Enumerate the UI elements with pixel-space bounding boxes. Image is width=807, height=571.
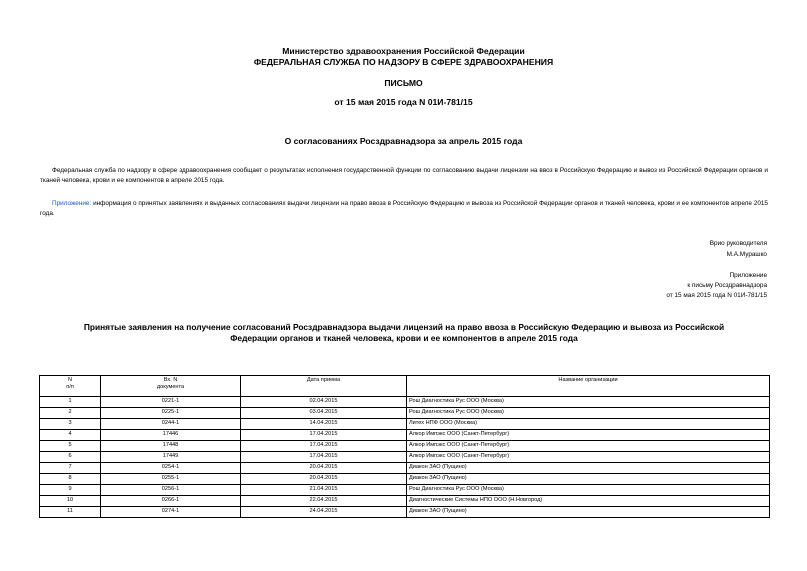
column-header-incoming-number: Вх. N документа (101, 376, 241, 397)
cell-organization: Алкор Импэкс ООО (Санкт-Петербург) (407, 452, 770, 463)
table-row (40, 408, 770, 419)
cell-number: 8 (40, 474, 101, 485)
table-body (40, 397, 770, 518)
cell-date: 20.04.2015 (241, 463, 407, 474)
cell-organization: Рош Диагностика Рус ООО (Москва) (407, 397, 770, 408)
cell-number: 4 (40, 430, 101, 441)
table-row (40, 485, 770, 496)
cell-organization: Алкор Импэкс ООО (Санкт-Петербург) (407, 441, 770, 452)
cell-date: 22.04.2015 (241, 496, 407, 507)
cell-incoming-number: 0254-1 (101, 463, 241, 474)
cell-incoming-number: 0225-1 (101, 408, 241, 419)
cell-number: 9 (40, 485, 101, 496)
table-title-line1: Принятые заявления на получение согласований Росздравнадзора выдачи лицензий на право ввоза в Российскую Федерацию и вывоза из Российской (83, 322, 725, 332)
cell-number: 2 (40, 408, 101, 419)
column-header-number: N п/п (40, 376, 101, 397)
column-header-date: Дата приема (241, 376, 407, 397)
cell-number: 11 (40, 507, 101, 518)
cell-incoming-number: 17448 (101, 441, 241, 452)
cell-date: 03.04.2015 (241, 408, 407, 419)
cell-date: 02.04.2015 (241, 397, 407, 408)
cell-number: 5 (40, 441, 101, 452)
signature-position: Врио руководителя (709, 240, 767, 247)
appendix-note-line2: к письму Росздравнадзора (687, 282, 767, 289)
appendix-note-line1: Приложение (729, 272, 767, 279)
cell-organization: Диагностические Системы НПО ООО (Н.Новгород) (407, 496, 770, 507)
cell-number: 7 (40, 463, 101, 474)
cell-date: 17.04.2015 (241, 452, 407, 463)
table-row (40, 441, 770, 452)
cell-organization: Диакон ЗАО (Пущино) (407, 474, 770, 485)
cell-number: 6 (40, 452, 101, 463)
cell-number: 1 (40, 397, 101, 408)
column-header-organization: Название организации (407, 376, 770, 397)
table-row (40, 474, 770, 485)
cell-incoming-number: 0255-1 (101, 474, 241, 485)
cell-incoming-number: 0266-1 (101, 496, 241, 507)
document-date-number: от 15 мая 2015 года N 01И-781/15 (334, 97, 473, 107)
appendix-note-line3: от 15 мая 2015 года N 01И-781/15 (666, 292, 767, 299)
cell-incoming-number: 0256-1 (101, 485, 241, 496)
table-row (40, 496, 770, 507)
body-paragraph (40, 166, 768, 186)
appendix-paragraph-text: информация о принятых заявлениях и выданных согласованиях выдачи лицензии на право ввоза в Российскую Федерацию и вывоза из Российской Федерации органов и тканей человека, крови и ее компонентов апреле 2015 года. (40, 200, 768, 217)
cell-date: 17.04.2015 (241, 441, 407, 452)
cell-incoming-number: 0244-1 (101, 419, 241, 430)
table-row (40, 430, 770, 441)
document-type: ПИСЬМО (384, 78, 423, 88)
cell-number: 10 (40, 496, 101, 507)
table-row (40, 463, 770, 474)
cell-incoming-number: 17449 (101, 452, 241, 463)
ministry-name: Министерство здравоохранения Российской Федерации (282, 46, 525, 56)
cell-date: 14.04.2015 (241, 419, 407, 430)
table-title-line2: Федерации органов и тканей человека, крови и ее компонентов в апреле 2015 года (230, 333, 578, 343)
table-row (40, 419, 770, 430)
cell-incoming-number: 17446 (101, 430, 241, 441)
cell-organization: Алкор Импэкс ООО (Санкт-Петербург) (407, 430, 770, 441)
table-row (40, 452, 770, 463)
cell-organization: Рош Диагностика Рус ООО (Москва) (407, 408, 770, 419)
cell-organization: Диакон ЗАО (Пущино) (407, 463, 770, 474)
cell-organization: Литех НПФ ООО (Москва) (407, 419, 770, 430)
body-paragraph-text: Федеральная служба по надзору в сфере здравоохранения сообщает о результатах исполнения государственной функции по согласованию выдачи лицензии на ввоз в Российскую Федерацию и вывоз из Российской Федерации органов и тканей человека, крови и ее компонентов в апреле 2015 года. (40, 167, 768, 184)
table-row (40, 397, 770, 408)
cell-incoming-number: 0221-1 (101, 397, 241, 408)
appendix-paragraph (40, 199, 768, 219)
signature-name: М.А.Мурашко (726, 251, 767, 258)
cell-organization: Диакон ЗАО (Пущино) (407, 507, 770, 518)
cell-organization: Рош Диагностика Рус ООО (Москва) (407, 485, 770, 496)
table-row (40, 507, 770, 518)
applications-table (39, 375, 770, 518)
cell-incoming-number: 0274-1 (101, 507, 241, 518)
cell-number: 3 (40, 419, 101, 430)
service-name: ФЕДЕРАЛЬНАЯ СЛУЖБА ПО НАДЗОРУ В СФЕРЕ ЗДРАВООХРАНЕНИЯ (253, 57, 554, 67)
table-header-row (40, 376, 770, 397)
cell-date: 21.04.2015 (241, 485, 407, 496)
cell-date: 24.04.2015 (241, 507, 407, 518)
cell-date: 17.04.2015 (241, 430, 407, 441)
appendix-link[interactable]: Приложение: (52, 200, 92, 207)
cell-date: 20.04.2015 (241, 474, 407, 485)
document-subject: О согласованиях Росздравнадзора за апрель 2015 года (284, 136, 523, 146)
